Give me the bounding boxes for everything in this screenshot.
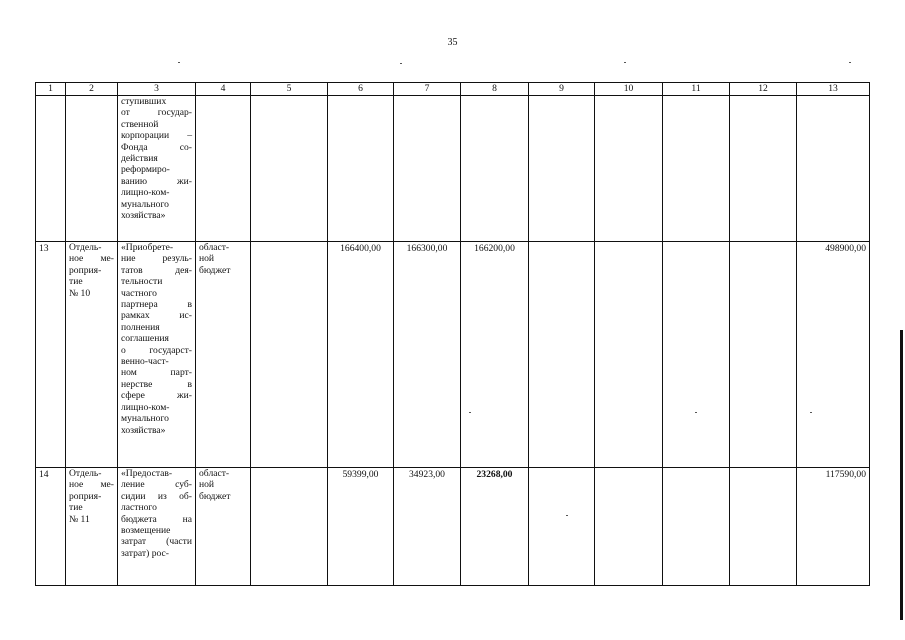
text-line: затрат (части — [121, 536, 192, 548]
text-line: действия — [121, 153, 158, 165]
text-line: ластного — [121, 502, 157, 514]
text-line: о государст- — [121, 344, 192, 356]
event-description-cell — [118, 468, 196, 586]
scan-speck — [400, 63, 402, 64]
column-header: 1 — [36, 83, 66, 96]
text-line: ванию жи- — [121, 175, 192, 187]
text-line: корпорации – — [121, 130, 192, 142]
text-line: реформиро- — [121, 164, 170, 176]
text-line: ной — [199, 253, 215, 265]
text-line: Отдель- — [69, 468, 102, 479]
text-line: ном парт- — [121, 367, 192, 379]
amount-cell-col10 — [595, 96, 663, 242]
amount-cell-col12 — [730, 468, 797, 586]
amount-cell-col5 — [251, 242, 328, 468]
row-number-cell: 13 — [36, 242, 66, 468]
amount-cell-col9 — [529, 242, 595, 468]
table-row — [36, 96, 870, 242]
text-line: бюджет — [199, 264, 231, 276]
text-line: бюджета на — [121, 513, 192, 525]
column-header: 7 — [394, 83, 461, 96]
column-header: 6 — [328, 83, 394, 96]
text-line: лищно-ком- — [121, 187, 170, 199]
amount-cell-col13: 498900,00 — [797, 242, 870, 468]
amount-cell-col7: 34923,00 — [394, 468, 461, 586]
column-header: 8 — [461, 83, 529, 96]
text-line: возмещение — [121, 525, 171, 537]
row-number-cell: 14 — [36, 468, 66, 586]
amount-cell-col11 — [663, 96, 730, 242]
scan-speck — [695, 412, 697, 413]
text-line: ственной — [121, 118, 159, 130]
table-row — [36, 242, 870, 468]
text-line: затрат) рос- — [121, 547, 169, 559]
amount-cell-col8: 23268,00 — [461, 468, 529, 586]
text-line: тельности — [121, 276, 163, 288]
text-line: ное ме- — [69, 479, 114, 491]
amount-cell-col6: 59399,00 — [328, 468, 394, 586]
event-name-cell — [66, 242, 118, 468]
text-line: Фонда со- — [121, 141, 192, 153]
text-line: мунального — [121, 413, 169, 425]
text-line: венно-част- — [121, 356, 169, 368]
table-row — [36, 468, 870, 586]
table-body — [36, 83, 870, 586]
event-name-cell — [66, 468, 118, 586]
column-header: 9 — [529, 83, 595, 96]
text-line: Отдель- — [69, 242, 102, 253]
text-line: татов дея- — [121, 264, 192, 276]
amount-cell-col7: 166300,00 — [394, 242, 461, 468]
text-line: «Приобрете- — [121, 242, 174, 253]
text-line: тие — [69, 502, 83, 514]
amount-cell-col12 — [730, 242, 797, 468]
row-number-cell — [36, 96, 66, 242]
text-line: сидии из об- — [121, 490, 192, 502]
text-line: лищно-ком- — [121, 401, 170, 413]
column-header-row — [36, 83, 870, 96]
amount-cell-col5 — [251, 468, 328, 586]
text-line: ступивших — [121, 96, 167, 107]
scan-speck — [810, 412, 812, 413]
scan-speck — [849, 62, 851, 63]
text-line: област- — [199, 242, 230, 253]
scan-speck — [566, 515, 568, 516]
amount-cell-col5 — [251, 96, 328, 242]
amount-cell-col11 — [663, 468, 730, 586]
text-line: полнения — [121, 321, 160, 333]
text-line: соглашения — [121, 333, 169, 345]
funding-source-cell — [196, 96, 251, 242]
funding-source-cell — [196, 242, 251, 468]
amount-cell-col10 — [595, 242, 663, 468]
text-line: частного — [121, 287, 157, 299]
text-line: хозяйства» — [121, 210, 166, 222]
text-line: роприя- — [69, 490, 102, 502]
scan-speck — [178, 62, 180, 63]
scan-speck — [624, 62, 626, 63]
amount-cell-col8: 166200,00 — [461, 242, 529, 468]
amount-cell-col13: 117590,00 — [797, 468, 870, 586]
funding-source-cell — [196, 468, 251, 586]
text-line: «Предостав- — [121, 468, 173, 479]
text-line: бюджет — [199, 490, 231, 502]
event-name-cell — [66, 96, 118, 242]
event-description-cell — [118, 242, 196, 468]
text-line: ной — [199, 479, 215, 491]
column-header: 2 — [66, 83, 118, 96]
column-header: 12 — [730, 83, 797, 96]
text-line: ление суб- — [121, 479, 192, 491]
text-line: рамках ис- — [121, 310, 192, 322]
budget-table — [35, 82, 870, 586]
column-header: 10 — [595, 83, 663, 96]
amount-cell-col9 — [529, 468, 595, 586]
text-line: хозяйства» — [121, 424, 166, 436]
text-line: ное ме- — [69, 253, 114, 265]
amount-cell-col13 — [797, 96, 870, 242]
text-line: от государ- — [121, 107, 192, 119]
column-header: 5 — [251, 83, 328, 96]
text-line: № 10 — [69, 287, 91, 299]
amount-cell-col7 — [394, 96, 461, 242]
text-line: област- — [199, 468, 230, 479]
text-line: ние резуль- — [121, 253, 192, 265]
text-line: роприя- — [69, 264, 102, 276]
text-line: нерстве в — [121, 378, 192, 390]
amount-cell-col12 — [730, 96, 797, 242]
text-line: сфере жи- — [121, 390, 192, 402]
column-header: 3 — [118, 83, 196, 96]
column-header: 4 — [196, 83, 251, 96]
amount-cell-col10 — [595, 468, 663, 586]
text-line: мунального — [121, 198, 169, 210]
amount-cell-col11 — [663, 242, 730, 468]
amount-cell-col9 — [529, 96, 595, 242]
scan-edge-mark — [900, 330, 903, 620]
text-line: партнера в — [121, 299, 192, 311]
amount-cell-col8 — [461, 96, 529, 242]
column-header: 13 — [797, 83, 870, 96]
page-number: 35 — [447, 37, 458, 48]
text-line: тие — [69, 276, 83, 288]
amount-cell-col6: 166400,00 — [328, 242, 394, 468]
amount-cell-col6 — [328, 96, 394, 242]
scan-speck — [469, 412, 471, 413]
text-line: № 11 — [69, 513, 90, 525]
event-description-cell — [118, 96, 196, 242]
column-header: 11 — [663, 83, 730, 96]
